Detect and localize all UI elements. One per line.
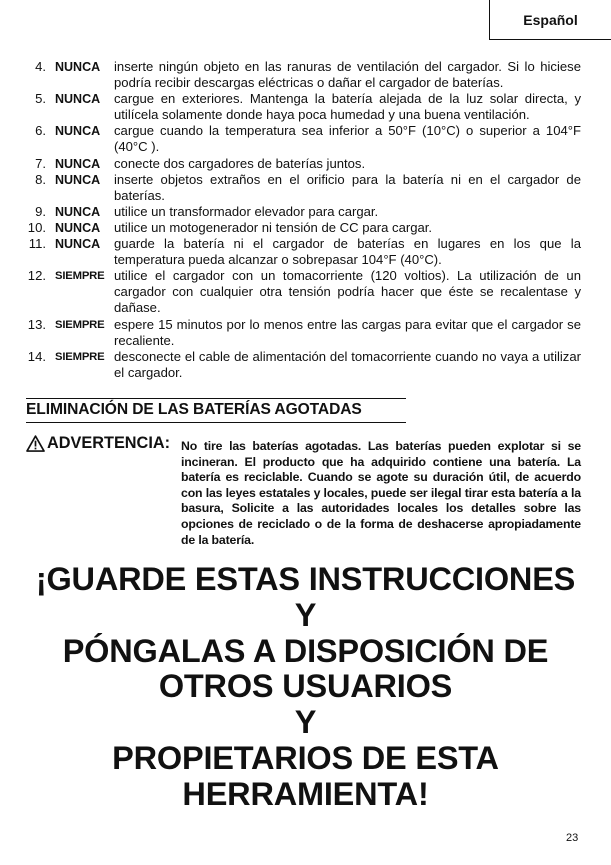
item-number: 12. [27, 268, 46, 284]
item-number: 7. [35, 155, 46, 171]
section-title: ELIMINACIÓN DE LAS BATERÍAS AGOTADAS [26, 401, 362, 418]
list-item [26, 317, 581, 349]
item-keyword: SIEMPRE [55, 270, 105, 283]
list-item [26, 59, 581, 91]
page-number: 23 [566, 832, 579, 844]
language-tab [489, 0, 611, 40]
item-text: inserte objetos extraños en el orificio para la batería ni en el cargador de baterías. [114, 171, 581, 203]
item-keyword: NUNCA [55, 204, 101, 219]
list-item [26, 349, 581, 381]
item-keyword: NUNCA [55, 124, 101, 139]
item-keyword: SIEMPRE [55, 350, 105, 363]
list-item [26, 91, 581, 123]
item-text: guarde la batería ni el cargador de baterías en lugares en los que la temperatura pueda alcanzar o sobrepasar 104°F (40°C). [114, 236, 581, 268]
item-number: 6. [35, 123, 46, 139]
item-number: 10. [27, 219, 46, 235]
warning-triangle-icon [26, 435, 45, 452]
item-keyword: NUNCA [55, 92, 101, 107]
item-keyword: NUNCA [55, 172, 101, 187]
item-number: 4. [35, 59, 46, 74]
banner-line: Y [294, 596, 317, 633]
warning-label-text: ADVERTENCIA: [47, 434, 171, 452]
list-item [26, 220, 581, 236]
item-number: 13. [27, 316, 46, 332]
item-text: utilice un transformador elevador para cargar. [114, 203, 379, 219]
item-text: utilice un motogenerador ni tensión de CC para cargar. [114, 219, 433, 235]
item-text: cargue cuando la temperatura sea inferior a 50°F (10°C) o superior a 104°F (40°C ). [114, 123, 581, 155]
item-keyword: NUNCA [55, 220, 101, 235]
item-text: cargue en exteriores. Mantenga la batería alejada de la luz solar directa, y utilícela solamente donde haya poca humedad y una buena ventilación. [114, 91, 581, 123]
item-number: 14. [27, 348, 46, 364]
list-item [26, 156, 581, 172]
item-number: 11. [28, 236, 46, 252]
save-instructions-banner [0, 562, 611, 813]
item-keyword: SIEMPRE [55, 318, 105, 331]
banner-line: PROPIETARIOS DE ESTA [112, 739, 499, 776]
item-number: 5. [35, 91, 46, 107]
item-text: inserte ningún objeto en las ranuras de ventilación del cargador. Si lo hiciese podría recibir descargas eléctricas o dañar el cargador de baterías. [114, 59, 581, 91]
list-item [26, 268, 581, 316]
item-keyword: NUNCA [55, 60, 101, 74]
warning-text: No tire las baterías agotadas. Las baterías pueden explotar si se incineran. El producto que ha adquirido contiene una batería. La batería es reciclable. Cuando se agote su duración útil, de acuerdo con las leyes estatales y locales, puede ser ilegal tirar esta batería a la basura, Solicite a las autoridades locales los detalles sobre las opciones de reciclado o de la forma de deshacerse apropiadamente de la batería. [181, 439, 581, 547]
list-item [26, 172, 581, 204]
item-keyword: NUNCA [55, 156, 101, 171]
item-text: desconecte el cable de alimentación del tomacorriente cuando no vaya a utilizar el cargador. [114, 348, 581, 380]
item-number: 9. [35, 203, 46, 219]
language-label: Español [523, 11, 578, 28]
banner-line: ¡GUARDE ESTAS INSTRUCCIONES [35, 561, 576, 597]
list-item [26, 123, 581, 155]
item-text: utilice el cargador con un tomacorriente (120 voltios). La utilización de un cargador con cualquier otra tensión podría hacer que éste se recalentase y dañase. [114, 268, 581, 316]
section-header [26, 398, 406, 423]
item-text: espere 15 minutos por lo menos entre las cargas para evitar que el cargador se recaliente. [114, 316, 581, 348]
item-keyword: NUNCA [55, 237, 101, 252]
list-item [26, 204, 581, 220]
item-text: conecte dos cargadores de baterías juntos. [114, 155, 366, 171]
banner-line: HERRAMIENTA! [182, 775, 429, 812]
banner-line: PÓNGALAS A DISPOSICIÓN DE [62, 632, 549, 669]
item-number: 8. [35, 171, 46, 187]
warning-label [26, 434, 170, 453]
banner-line: OTROS USUARIOS [158, 668, 453, 705]
banner-line: Y [294, 704, 317, 741]
safety-rules-list [26, 59, 581, 381]
list-item [26, 236, 581, 268]
